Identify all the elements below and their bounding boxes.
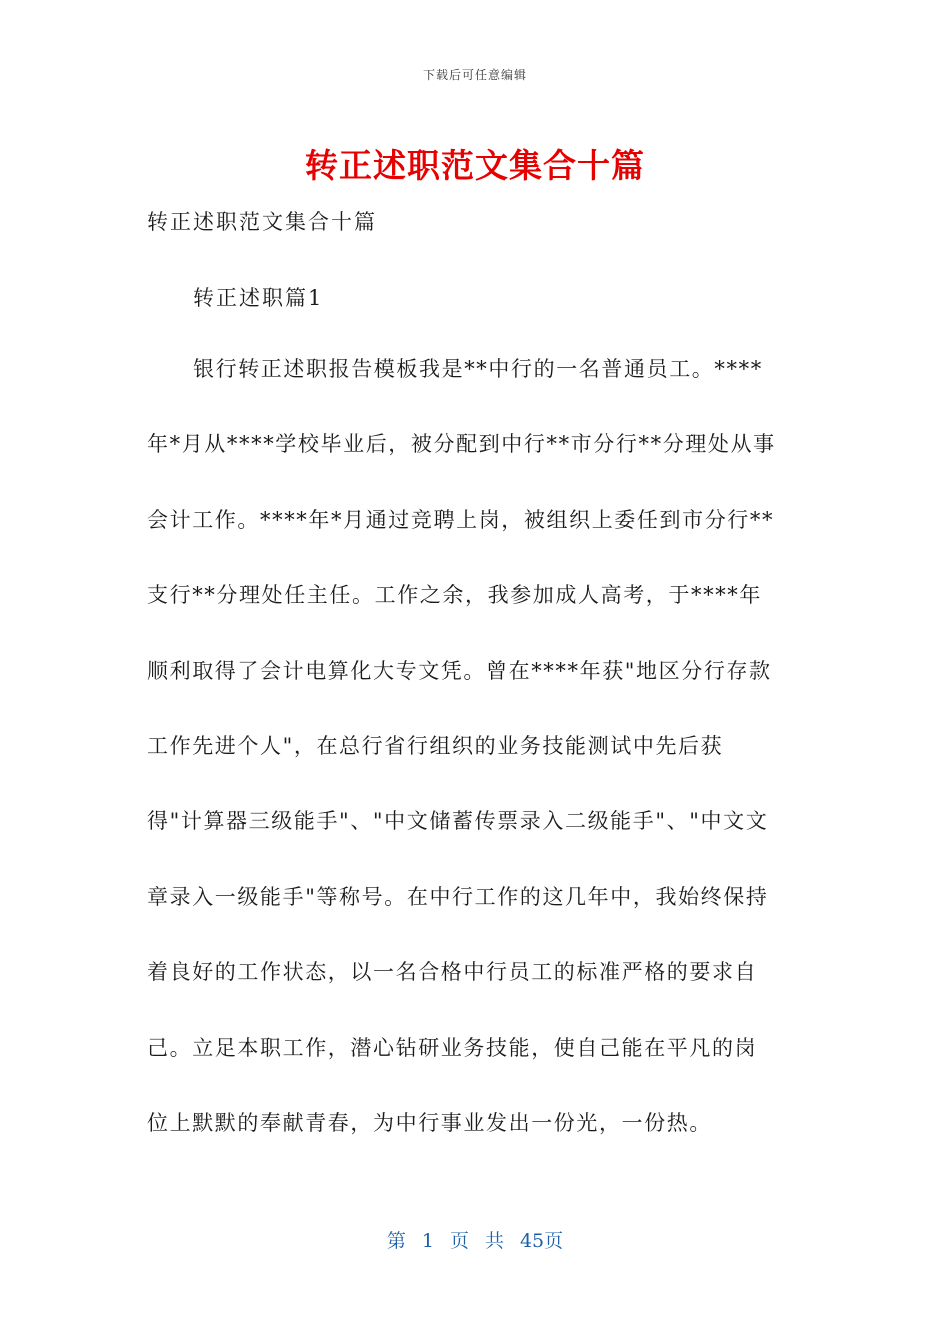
paragraph-line: 支行**分理处任主任。工作之余，我参加成人高考，于****年 — [147, 583, 762, 608]
document-title: 转正述职范文集合十篇 — [305, 146, 645, 185]
footer-total-prefix: 共 — [484, 1230, 504, 1252]
document-subtitle: 转正述职范文集合十篇 — [147, 210, 377, 234]
footer-current-page: 1 — [421, 1230, 434, 1252]
body-paragraph — [147, 356, 807, 1185]
paragraph-line: 章录入一级能手"等称号。在中行工作的这几年中，我始终保持 — [147, 884, 769, 909]
paragraph-line: 会计工作。****年*月通过竞聘上岗，被组织上委任到市分行** — [147, 507, 775, 532]
paragraph-line: 年*月从****学校毕业后，被分配到中行**市分行**分理处从事 — [147, 432, 776, 457]
footer-middle: 页 — [449, 1230, 469, 1252]
paragraph-line: 位上默默的奉献青春，为中行事业发出一份光，一份热。 — [147, 1110, 712, 1135]
footer-total-pages: 45页 — [519, 1230, 564, 1252]
footer-prefix: 第 — [386, 1230, 406, 1252]
paragraph-line: 银行转正述职报告模板我是**中行的一名普通员工。**** — [193, 357, 763, 381]
header-note: 下载后可任意编辑 — [422, 68, 527, 82]
paragraph-line: 着良好的工作状态，以一名合格中行员工的标准严格的要求自 — [147, 960, 758, 985]
paragraph-line: 得"计算器三级能手"、"中文储蓄传票录入二级能手"、"中文文 — [147, 809, 769, 834]
paragraph-line: 顺利取得了会计电算化大专文凭。曾在****年获"地区分行存款 — [147, 658, 772, 683]
paragraph-line: 工作先进个人"，在总行省行组织的业务技能测试中先后获 — [147, 733, 724, 758]
page-number-footer — [0, 1226, 950, 1253]
paragraph-line: 己。立足本职工作，潜心钻研业务技能，使自己能在平凡的岗 — [147, 1035, 758, 1060]
section-heading: 转正述职篇1 — [193, 286, 324, 310]
